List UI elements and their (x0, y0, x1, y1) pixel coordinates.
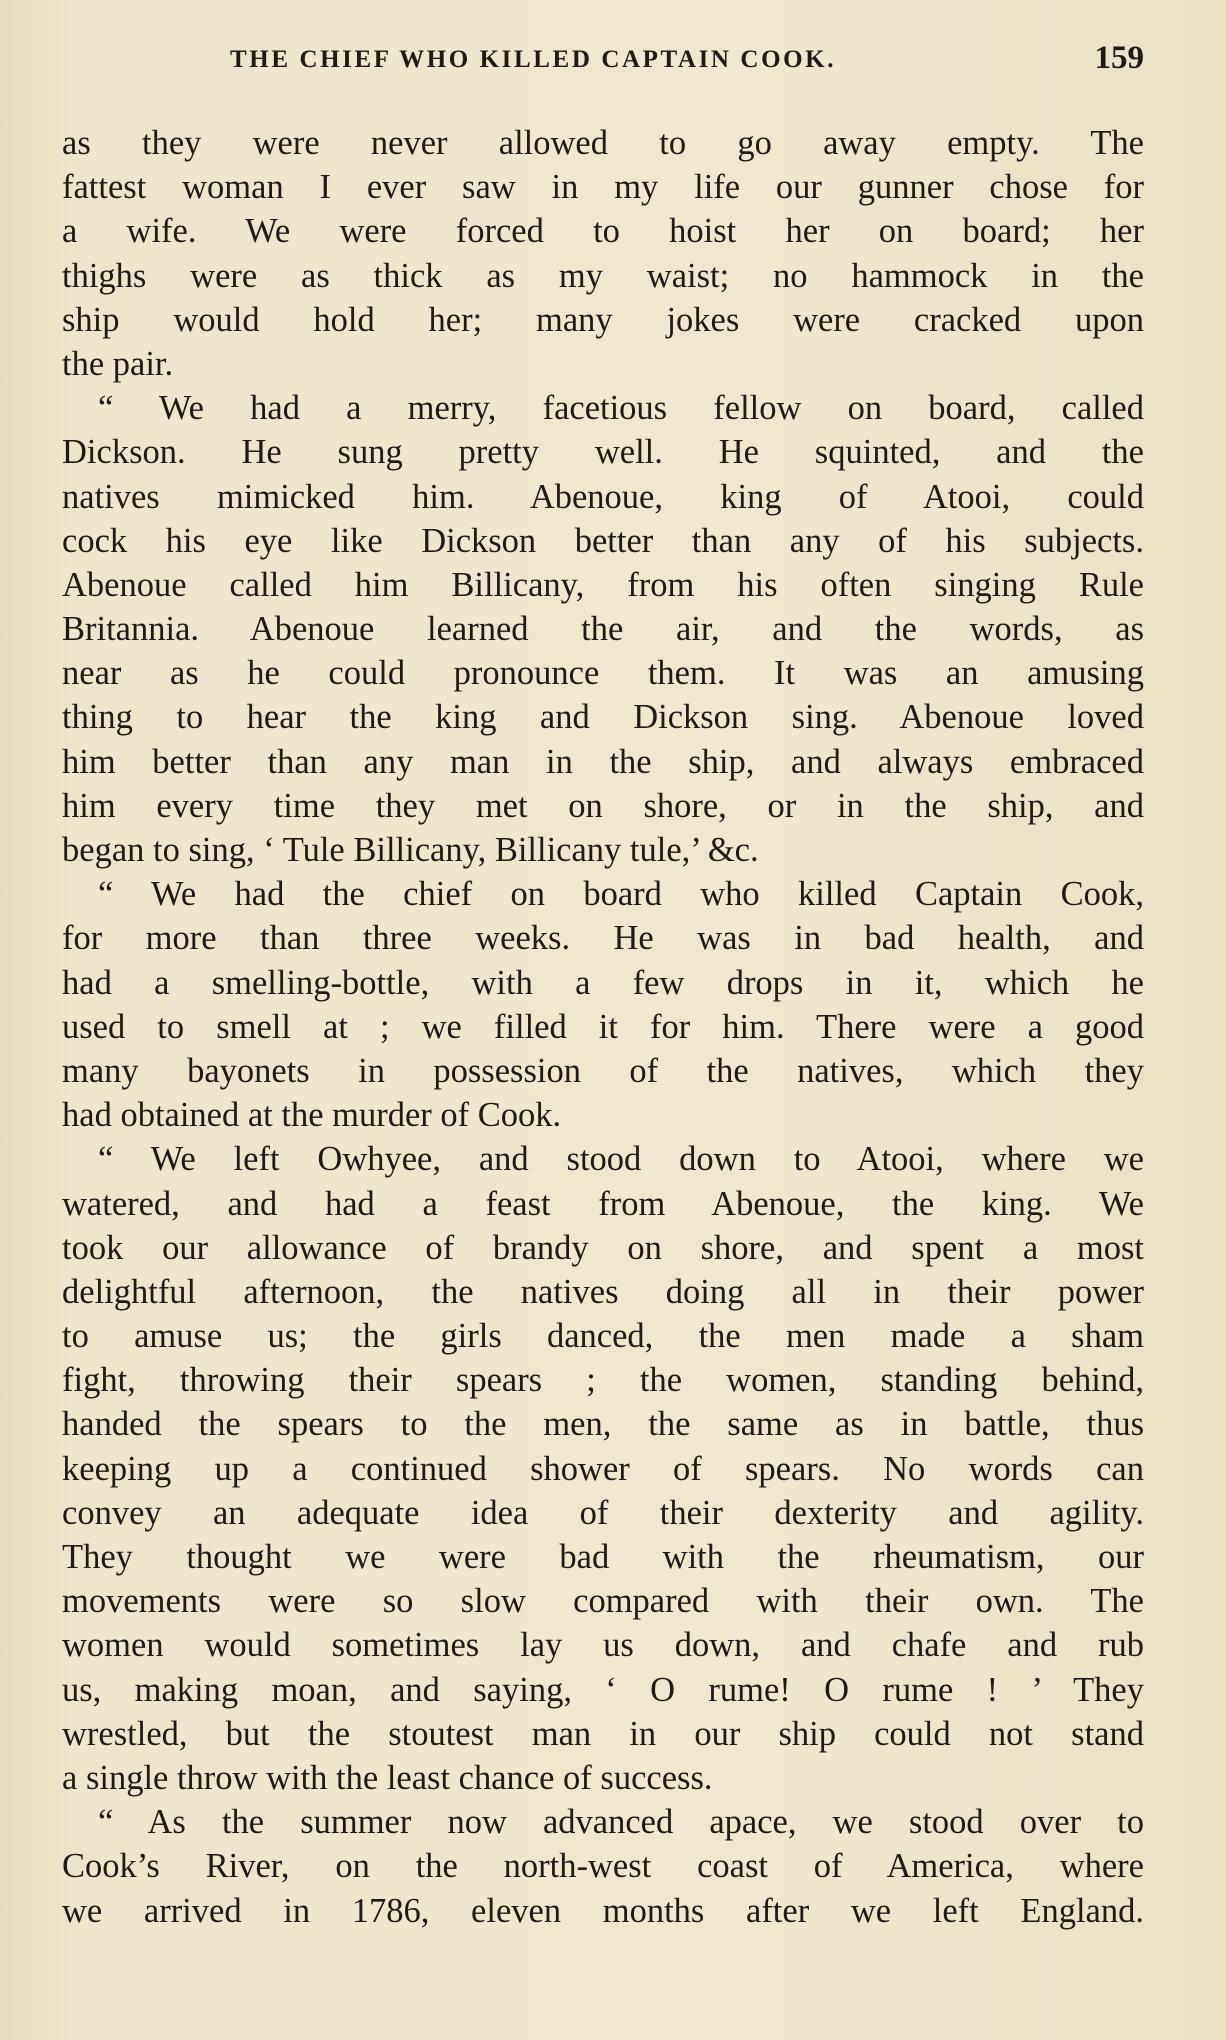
text-line: a wife. We were forced to hoist her on board; her (62, 212, 1144, 251)
text-line: near as he could pronounce them. It was an amusing (62, 654, 1144, 693)
text-line: had obtained at the murder of Cook. (62, 1096, 562, 1135)
paragraph (62, 872, 1144, 1137)
text-line: for more than three weeks. He was in bad health, and (62, 919, 1144, 958)
text-line: began to sing, ‘ Tule Billicany, Billicany tule,’ &c. (62, 831, 759, 869)
text-line: keeping up a continued shower of spears. No words can (62, 1449, 1144, 1488)
text-line: we arrived in 1786, eleven months after we left England. (62, 1891, 1144, 1930)
text-line: had a smelling-bottle, with a few drops in it, which he (62, 963, 1144, 1002)
paragraph (62, 1800, 1144, 1933)
text-line: many bayonets in possession of the natives, which they (62, 1051, 1144, 1090)
text-line: him better than any man in the ship, and always embraced (62, 742, 1144, 781)
text-line: They thought we were bad with the rheumatism, our (62, 1538, 1144, 1576)
text-line: Abenoue called him Billicany, from his often singing Rule (62, 565, 1144, 604)
page-number: 159 (1094, 40, 1144, 76)
text-line: Dickson. He sung pretty well. He squinted, and the (62, 433, 1144, 472)
text-line: us, making moan, and saying, ‘ O rume! O rume ! ’ They (62, 1670, 1144, 1709)
text-line: used to smell at ; we filled it for him. There were a good (62, 1007, 1144, 1046)
text-line: handed the spears to the men, the same as in battle, thus (62, 1405, 1144, 1444)
paragraph (62, 1137, 1144, 1800)
text-line: “ We had a merry, facetious fellow on board, called (98, 389, 1144, 428)
text-line: watered, and had a feast from Abenoue, the king. We (62, 1184, 1144, 1223)
text-line: movements were so slow compared with their own. The (62, 1582, 1144, 1621)
text-line: “ As the summer now advanced apace, we stood over to (98, 1803, 1144, 1842)
paragraph (62, 386, 1144, 872)
text-line: fight, throwing their spears ; the women, standing behind, (62, 1361, 1144, 1400)
text-line: women would sometimes lay us down, and chafe and rub (62, 1626, 1144, 1665)
text-line: natives mimicked him. Abenoue, king of Atooi, could (62, 477, 1144, 516)
text-line: convey an adequate idea of their dexterity and agility. (62, 1493, 1144, 1532)
paragraph (62, 121, 1144, 386)
text-line: him every time they met on shore, or in the ship, and (62, 786, 1144, 825)
text-line: the pair. (62, 344, 174, 383)
text-line: “ We had the chief on board who killed Captain Cook, (98, 875, 1144, 914)
text-line: as they were never allowed to go away empty. The (62, 124, 1144, 162)
text-line: wrestled, but the stoutest man in our ship could not stand (62, 1714, 1144, 1753)
running-header (62, 40, 1144, 84)
text-line: “ We left Owhyee, and stood down to Atooi, where we (98, 1140, 1144, 1179)
body-text (62, 121, 1144, 1933)
text-line: cock his eye like Dickson better than any of his subjects. (62, 521, 1144, 560)
text-line: ship would hold her; many jokes were cracked upon (62, 300, 1144, 339)
text-line: to amuse us; the girls danced, the men made a sham (62, 1317, 1144, 1356)
text-line: a single throw with the least chance of success. (62, 1758, 713, 1797)
text-line: took our allowance of brandy on shore, and spent a most (62, 1228, 1144, 1267)
text-line: fattest woman I ever saw in my life our gunner chose for (62, 168, 1144, 207)
running-title: THE CHIEF WHO KILLED CAPTAIN COOK. (230, 46, 837, 73)
text-line: thing to hear the king and Dickson sing. Abenoue loved (62, 698, 1144, 737)
text-line: delightful afternoon, the natives doing all in their power (62, 1272, 1144, 1311)
text-line: Cook’s River, on the north-west coast of America, where (62, 1847, 1144, 1886)
text-line: Britannia. Abenoue learned the air, and the words, as (62, 610, 1144, 649)
text-line: thighs were as thick as my waist; no hammock in the (62, 256, 1144, 295)
